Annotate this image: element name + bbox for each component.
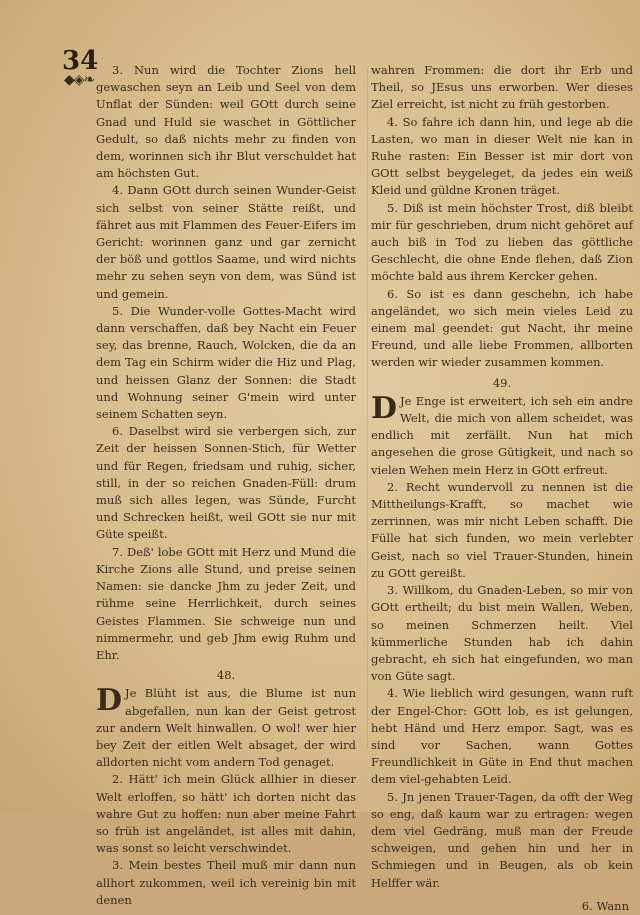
hymn49-verse1 [371, 390, 633, 479]
hymn48-verse3-cont: wahren Frommen: die dort ihr Erb und Theil, so JEsus uns erworben. Wer dieses Ziel erreicht, ist nicht zu früh gestorben. [371, 63, 633, 112]
hymn49-verse1-text: Je Enge ist erweitert, ich seh ein andre Welt, die mich von allem scheidet, was endlich mit zerfällt. Nun hat mich angesehen die grose Gütigkeit, und nach so vielen Wehen mein Herz in GOtt erfreut. [371, 393, 633, 477]
column-divider [367, 68, 368, 748]
hymn48-verse4: 4. So fahre ich dann hin, und lege ab die Lasten, wo man in dieser Welt nie kan in Ruhe rasten: Ein Besser ist mir dort von GOtt selbst beygeleget, da jedes ein weiß Kleid und güldne Kronen träget. [371, 114, 633, 198]
hymn47-verse3: 3. Nun wird die Tochter Zions hell gewaschen seyn an Leib und Seel von dem Unflat der Sünden: weil GOtt durch seine Gnad und Huld sie waschet in Göttlicher Gedult, so daß nichts mehr zu finden von dem, worinnen sich ihr Blut verschuldet hat am höchsten Gut. [96, 63, 356, 181]
hymn48-verse1 [96, 685, 356, 771]
hymn48-verse5: 5. Diß ist mein höchster Trost, diß bleibt mir für geschrieben, drum nicht gehöret auf auch biß in Tod zu lieben das göttliche Geschlecht, die ohne Ende flehen, daß Zion möchte bald aus ihrem Kercker gehen. [371, 200, 633, 284]
drop-cap: D [371, 390, 398, 426]
hymn47-verse4: 4. Dann GOtt durch seinen Wunder-Geist sich selbst von seiner Stätte reißt, und fähret aus mit Flammen des Feuer-Eifers im Gericht: worinnen ganz und gar zernicht der böß und gottlos Saame, und wird nichts mehr zu sehen seyn von dem, was Sünd ist und gemein. [96, 183, 356, 301]
page-number: 34 [62, 46, 99, 76]
drop-cap: D [96, 683, 123, 719]
hymn49-verse4: 4. Wie lieblich wird gesungen, wann ruft der Engel-Chor: GOtt lob, es ist gelungen, hebt Händ und Herz empor. Sagt, was es sind vor Sachen, wann Gottes Freundlichkeit in Güte in End thut machen dem viel-gehabten Leid. [371, 686, 633, 787]
hymn48-verse2: 2. Hätt' ich mein Glück allhier in dieser Welt erloffen, so hätt' ich dorten nicht das wahre Gut zu hoffen: nun aber meine Fahrt so früh ist angeländet, ist alles mit dahin, was sonst so leicht verschwindet. [96, 772, 356, 856]
ornament-icon: ◆◈❧ [64, 72, 95, 88]
hymn48-verse3: 3. Mein bestes Theil muß mir dann nun allhort zukommen, weil ich vereinig bin mit denen [96, 858, 356, 907]
hymn49-verse2: 2. Recht wundervoll zu nennen ist die Mittheilungs-Krafft, so machet wie zerrinnen, was mir nicht Leben schafft. Die Fülle hat sich funden, wo mein verlebter Geist, nach so viel Trauer-Stunden, hinein zu GOtt gereißt. [371, 479, 633, 580]
catchword: 6. Wann [581, 898, 629, 913]
hymn49-verse3: 3. Willkom, du Gnaden-Leben, so mir von GOtt ertheilt; du bist mein Wallen, Weben, so meinen Schmerzen heilt. Viel kümmerliche Stunden hab ich dahin gebracht, eh sich hat eingefunden, wo man von Güte sagt. [371, 583, 633, 684]
hymn49-verse5: 5. Jn jenen Trauer-Tagen, da offt der Weg so eng, daß kaum war zu ertragen: wegen dem viel Gedräng, muß man der Freude schweigen, und gehen hin und her in Schmiegen und in Beugen, als ob kein Helffer wär. [371, 789, 633, 890]
hymn48-verse6: 6. So ist es dann geschehn, ich habe angeländet, wo sich mein vieles Leid zu einem mal geendet: gut Nacht, ihr meine Freund, und alle liebe Frommen, allborten werden wir wieder zusammen kommen. [371, 286, 633, 370]
hymn-number-49: 49. [492, 375, 512, 390]
hymn47-verse7: 7. Deß' lobe GOtt mit Herz und Mund die Kirche Zions alle Stund, und preise seinen Namen: sie dancke Jhm zu jeder Zeit, und rühme seine Herrlichkeit, durch seines Geistes Flammen. Sie schweige nun und nimmermehr, und geb Jhm ewig Ruhm und Ehr. [96, 544, 356, 662]
left-column [96, 62, 356, 909]
hymn47-verse6: 6. Daselbst wird sie verbergen sich, zur Zeit der heissen Sonnen-Stich, für Wetter und für Regen, friedsam und ruhig, sicher, still, in der so reichen Gnaden-Füll: drum muß sich alles legen, was Sünde, Furcht und Schrecken heißt, weil GOtt sie nur mit Güte speißt. [96, 424, 356, 542]
hymn48-verse1-text: Je Blüht ist aus, die Blume ist nun abgefallen, nun kan der Geist getrost zur andern Welt hinwallen. O wol! wer hier bey Zeit der eitlen Welt absaget, der wird alldorten nicht vom andern Tod genaget. [96, 686, 356, 770]
hymn-number-48: 48. [216, 668, 236, 683]
right-column [371, 62, 633, 915]
hymn47-verse5: 5. Die Wunder-volle Gottes-Macht wird dann verschaffen, daß bey Nacht ein Feuer sey, das brenne, Rauch, Wolcken, die da an dem Tag ein Schirm wider die Hiz und Plag, und heissen Glanz der Sonnen: die Stadt und Wohnung seiner G'mein wird unter seinem Schatten seyn. [96, 303, 356, 422]
